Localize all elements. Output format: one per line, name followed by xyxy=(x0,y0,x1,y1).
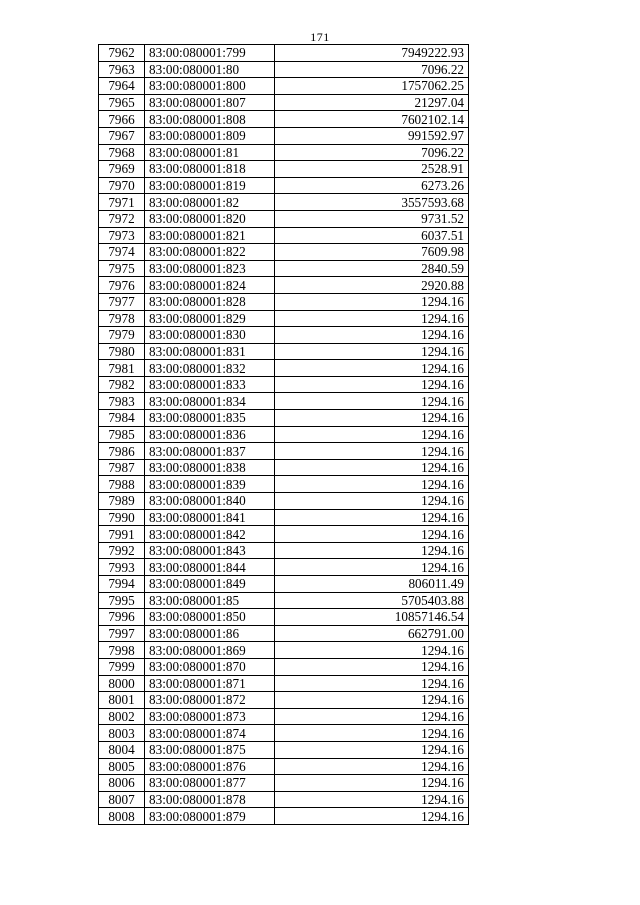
row-number-cell: 7964 xyxy=(99,78,145,95)
cadastral-number-cell: 83:00:080001:877 xyxy=(145,775,275,792)
row-number-cell: 7973 xyxy=(99,227,145,244)
table-row xyxy=(99,725,469,742)
cadastral-number-cell: 83:00:080001:822 xyxy=(145,244,275,261)
table-row xyxy=(99,526,469,543)
table-row xyxy=(99,675,469,692)
row-number-cell: 7996 xyxy=(99,609,145,626)
table-row xyxy=(99,244,469,261)
table-row xyxy=(99,360,469,377)
table-row xyxy=(99,692,469,709)
value-cell: 991592.97 xyxy=(275,127,469,144)
table-row xyxy=(99,625,469,642)
table-row xyxy=(99,443,469,460)
row-number-cell: 7989 xyxy=(99,493,145,510)
cadastral-number-cell: 83:00:080001:800 xyxy=(145,78,275,95)
cadastral-number-cell: 83:00:080001:807 xyxy=(145,94,275,111)
value-cell: 3557593.68 xyxy=(275,194,469,211)
value-cell: 7096.22 xyxy=(275,61,469,78)
row-number-cell: 8008 xyxy=(99,808,145,825)
row-number-cell: 7963 xyxy=(99,61,145,78)
table-row xyxy=(99,127,469,144)
cadastral-number-cell: 83:00:080001:799 xyxy=(145,45,275,62)
table-row xyxy=(99,310,469,327)
cadastre-value-table xyxy=(98,44,469,825)
cadastral-number-cell: 83:00:080001:808 xyxy=(145,111,275,128)
cadastral-number-cell: 83:00:080001:843 xyxy=(145,542,275,559)
row-number-cell: 7999 xyxy=(99,658,145,675)
row-number-cell: 7990 xyxy=(99,509,145,526)
row-number-cell: 7991 xyxy=(99,526,145,543)
row-number-cell: 7971 xyxy=(99,194,145,211)
value-cell: 1294.16 xyxy=(275,476,469,493)
row-number-cell: 7994 xyxy=(99,576,145,593)
cadastral-number-cell: 83:00:080001:819 xyxy=(145,177,275,194)
row-number-cell: 7969 xyxy=(99,161,145,178)
cadastral-number-cell: 83:00:080001:872 xyxy=(145,692,275,709)
table-row xyxy=(99,393,469,410)
value-cell: 1294.16 xyxy=(275,725,469,742)
row-number-cell: 7988 xyxy=(99,476,145,493)
value-cell: 10857146.54 xyxy=(275,609,469,626)
value-cell: 1294.16 xyxy=(275,410,469,427)
cadastral-number-cell: 83:00:080001:831 xyxy=(145,343,275,360)
row-number-cell: 7979 xyxy=(99,327,145,344)
cadastral-number-cell: 83:00:080001:840 xyxy=(145,493,275,510)
cadastral-number-cell: 83:00:080001:874 xyxy=(145,725,275,742)
table-row xyxy=(99,343,469,360)
table-row xyxy=(99,144,469,161)
row-number-cell: 7992 xyxy=(99,542,145,559)
row-number-cell: 7987 xyxy=(99,459,145,476)
value-cell: 7949222.93 xyxy=(275,45,469,62)
value-cell: 2528.91 xyxy=(275,161,469,178)
value-cell: 21297.04 xyxy=(275,94,469,111)
table-row xyxy=(99,791,469,808)
cadastral-number-cell: 83:00:080001:870 xyxy=(145,658,275,675)
row-number-cell: 8000 xyxy=(99,675,145,692)
table-row xyxy=(99,576,469,593)
table-body xyxy=(99,45,469,825)
cadastral-number-cell: 83:00:080001:878 xyxy=(145,791,275,808)
table-row xyxy=(99,227,469,244)
value-cell: 7602102.14 xyxy=(275,111,469,128)
value-cell: 2920.88 xyxy=(275,277,469,294)
cadastral-number-cell: 83:00:080001:818 xyxy=(145,161,275,178)
value-cell: 1294.16 xyxy=(275,791,469,808)
cadastral-number-cell: 83:00:080001:834 xyxy=(145,393,275,410)
row-number-cell: 7995 xyxy=(99,592,145,609)
value-cell: 1294.16 xyxy=(275,808,469,825)
table-row xyxy=(99,78,469,95)
table-row xyxy=(99,493,469,510)
cadastral-number-cell: 83:00:080001:824 xyxy=(145,277,275,294)
cadastral-number-cell: 83:00:080001:821 xyxy=(145,227,275,244)
table-row xyxy=(99,61,469,78)
cadastral-number-cell: 83:00:080001:850 xyxy=(145,609,275,626)
row-number-cell: 7974 xyxy=(99,244,145,261)
table-row xyxy=(99,592,469,609)
row-number-cell: 8002 xyxy=(99,708,145,725)
row-number-cell: 7984 xyxy=(99,410,145,427)
cadastral-number-cell: 83:00:080001:876 xyxy=(145,758,275,775)
row-number-cell: 7985 xyxy=(99,426,145,443)
value-cell: 1294.16 xyxy=(275,526,469,543)
table-row xyxy=(99,476,469,493)
table-row xyxy=(99,327,469,344)
cadastral-number-cell: 83:00:080001:833 xyxy=(145,376,275,393)
value-cell: 1294.16 xyxy=(275,542,469,559)
value-cell: 1294.16 xyxy=(275,642,469,659)
value-cell: 9731.52 xyxy=(275,210,469,227)
value-cell: 6273.26 xyxy=(275,177,469,194)
table-row xyxy=(99,376,469,393)
value-cell: 1294.16 xyxy=(275,658,469,675)
cadastral-number-cell: 83:00:080001:873 xyxy=(145,708,275,725)
cadastral-number-cell: 83:00:080001:875 xyxy=(145,741,275,758)
row-number-cell: 7978 xyxy=(99,310,145,327)
cadastral-number-cell: 83:00:080001:86 xyxy=(145,625,275,642)
value-cell: 1294.16 xyxy=(275,343,469,360)
value-cell: 1294.16 xyxy=(275,443,469,460)
value-cell: 7609.98 xyxy=(275,244,469,261)
cadastral-number-cell: 83:00:080001:839 xyxy=(145,476,275,493)
cadastral-number-cell: 83:00:080001:844 xyxy=(145,559,275,576)
row-number-cell: 7962 xyxy=(99,45,145,62)
cadastral-number-cell: 83:00:080001:879 xyxy=(145,808,275,825)
table-row xyxy=(99,758,469,775)
table-row xyxy=(99,45,469,62)
table-row xyxy=(99,542,469,559)
cadastral-number-cell: 83:00:080001:835 xyxy=(145,410,275,427)
cadastral-number-cell: 83:00:080001:82 xyxy=(145,194,275,211)
row-number-cell: 7970 xyxy=(99,177,145,194)
table-row xyxy=(99,277,469,294)
cadastral-number-cell: 83:00:080001:832 xyxy=(145,360,275,377)
value-cell: 1294.16 xyxy=(275,741,469,758)
row-number-cell: 7993 xyxy=(99,559,145,576)
value-cell: 1294.16 xyxy=(275,360,469,377)
row-number-cell: 7975 xyxy=(99,260,145,277)
row-number-cell: 7967 xyxy=(99,127,145,144)
table-row xyxy=(99,177,469,194)
value-cell: 1294.16 xyxy=(275,376,469,393)
table-row xyxy=(99,260,469,277)
row-number-cell: 7972 xyxy=(99,210,145,227)
row-number-cell: 7997 xyxy=(99,625,145,642)
value-cell: 1294.16 xyxy=(275,758,469,775)
table-row xyxy=(99,509,469,526)
cadastral-number-cell: 83:00:080001:838 xyxy=(145,459,275,476)
table-row xyxy=(99,741,469,758)
table-row xyxy=(99,808,469,825)
value-cell: 1294.16 xyxy=(275,708,469,725)
table-row xyxy=(99,210,469,227)
cadastral-number-cell: 83:00:080001:81 xyxy=(145,144,275,161)
value-cell: 1294.16 xyxy=(275,459,469,476)
row-number-cell: 7968 xyxy=(99,144,145,161)
value-cell: 1294.16 xyxy=(275,675,469,692)
value-cell: 1294.16 xyxy=(275,426,469,443)
table-row xyxy=(99,459,469,476)
value-cell: 1757062.25 xyxy=(275,78,469,95)
value-cell: 7096.22 xyxy=(275,144,469,161)
value-cell: 1294.16 xyxy=(275,509,469,526)
value-cell: 1294.16 xyxy=(275,393,469,410)
table-row xyxy=(99,161,469,178)
cadastral-number-cell: 83:00:080001:85 xyxy=(145,592,275,609)
row-number-cell: 7977 xyxy=(99,293,145,310)
row-number-cell: 8004 xyxy=(99,741,145,758)
cadastral-number-cell: 83:00:080001:841 xyxy=(145,509,275,526)
cadastral-number-cell: 83:00:080001:820 xyxy=(145,210,275,227)
page-number: 171 xyxy=(310,30,330,44)
value-cell: 6037.51 xyxy=(275,227,469,244)
table-row xyxy=(99,111,469,128)
row-number-cell: 7980 xyxy=(99,343,145,360)
row-number-cell: 7976 xyxy=(99,277,145,294)
value-cell: 1294.16 xyxy=(275,310,469,327)
table-row xyxy=(99,426,469,443)
value-cell: 1294.16 xyxy=(275,327,469,344)
cadastral-number-cell: 83:00:080001:809 xyxy=(145,127,275,144)
cadastral-number-cell: 83:00:080001:837 xyxy=(145,443,275,460)
value-cell: 806011.49 xyxy=(275,576,469,593)
table-row xyxy=(99,658,469,675)
row-number-cell: 8006 xyxy=(99,775,145,792)
value-cell: 5705403.88 xyxy=(275,592,469,609)
value-cell: 1294.16 xyxy=(275,559,469,576)
value-cell: 662791.00 xyxy=(275,625,469,642)
cadastral-number-cell: 83:00:080001:836 xyxy=(145,426,275,443)
row-number-cell: 8003 xyxy=(99,725,145,742)
table-row xyxy=(99,410,469,427)
cadastral-number-cell: 83:00:080001:80 xyxy=(145,61,275,78)
row-number-cell: 7998 xyxy=(99,642,145,659)
table-row xyxy=(99,609,469,626)
value-cell: 1294.16 xyxy=(275,493,469,510)
table-row xyxy=(99,775,469,792)
row-number-cell: 8001 xyxy=(99,692,145,709)
cadastral-number-cell: 83:00:080001:829 xyxy=(145,310,275,327)
table-row xyxy=(99,642,469,659)
cadastral-number-cell: 83:00:080001:842 xyxy=(145,526,275,543)
row-number-cell: 7981 xyxy=(99,360,145,377)
table-row xyxy=(99,194,469,211)
row-number-cell: 7965 xyxy=(99,94,145,111)
row-number-cell: 7986 xyxy=(99,443,145,460)
value-cell: 1294.16 xyxy=(275,775,469,792)
row-number-cell: 7966 xyxy=(99,111,145,128)
cadastral-number-cell: 83:00:080001:830 xyxy=(145,327,275,344)
cadastral-number-cell: 83:00:080001:849 xyxy=(145,576,275,593)
table-row xyxy=(99,559,469,576)
row-number-cell: 8005 xyxy=(99,758,145,775)
cadastral-number-cell: 83:00:080001:871 xyxy=(145,675,275,692)
row-number-cell: 7983 xyxy=(99,393,145,410)
value-cell: 1294.16 xyxy=(275,692,469,709)
cadastral-number-cell: 83:00:080001:828 xyxy=(145,293,275,310)
table-row xyxy=(99,94,469,111)
value-cell: 2840.59 xyxy=(275,260,469,277)
table-row xyxy=(99,708,469,725)
row-number-cell: 7982 xyxy=(99,376,145,393)
value-cell: 1294.16 xyxy=(275,293,469,310)
cadastral-number-cell: 83:00:080001:823 xyxy=(145,260,275,277)
table-row xyxy=(99,293,469,310)
cadastral-number-cell: 83:00:080001:869 xyxy=(145,642,275,659)
row-number-cell: 8007 xyxy=(99,791,145,808)
